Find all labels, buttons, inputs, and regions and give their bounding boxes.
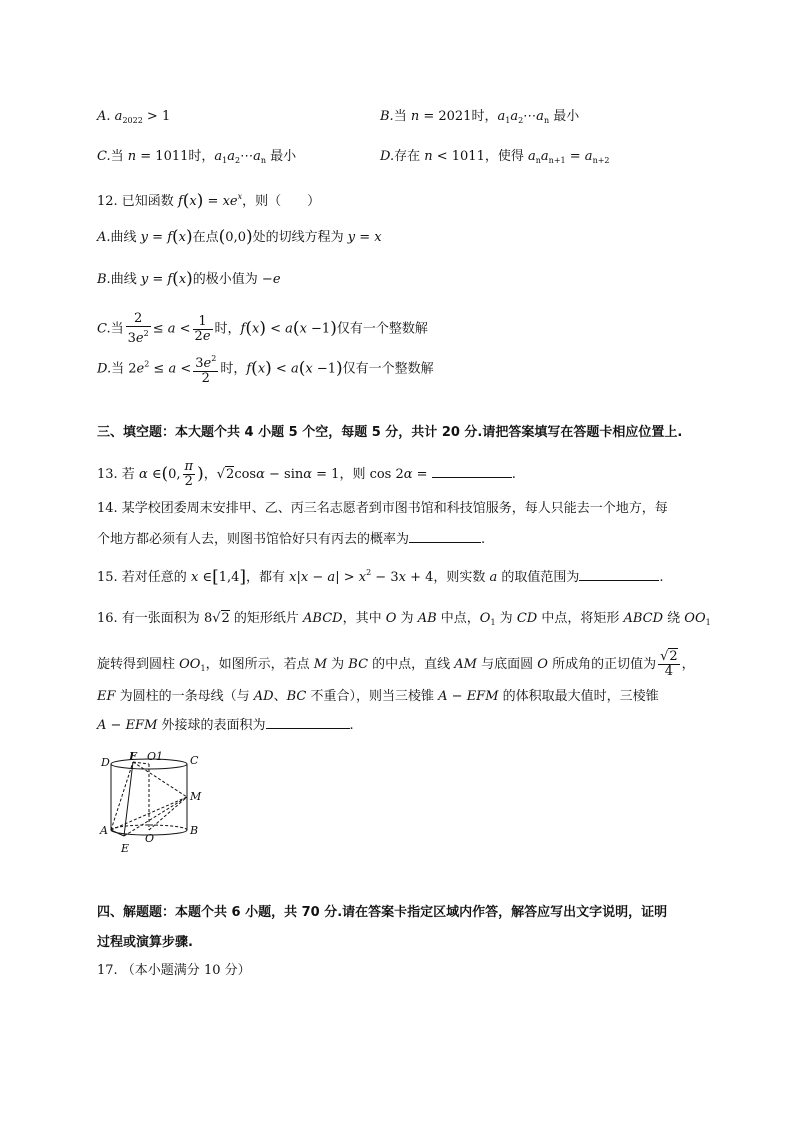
label-m: M bbox=[190, 790, 202, 803]
q16-line-3: EF 为圆柱的一条母线（与 AD、BC 不重合），则当三棱锥 A − EFM 的体积取最大值时，三棱锥 bbox=[97, 689, 659, 704]
q12-option-c: C.当 $\frac{2}{3e^2}$ ≤ a < $\frac{1}{2e}$ 时，f(x) < a(x −1)仅有一个整数解 bbox=[97, 311, 428, 346]
label-d: D bbox=[101, 756, 110, 769]
label-c: C bbox=[190, 754, 199, 767]
label-o1: O1 bbox=[147, 750, 164, 763]
q14-line-1: 14. 某学校团委周末安排甲、乙、丙三名志愿者到市图书馆和科技馆服务，每人只能去一个地方，每 bbox=[97, 501, 668, 516]
label-f: F bbox=[129, 750, 137, 763]
label-b: B bbox=[190, 824, 199, 837]
section-4-heading-line-1: 四、解题题：本题个共 6 小题，共 70 分.请在答案卡指定区域内作答，解答应写出文字说明，证明 bbox=[97, 905, 668, 920]
q17: 17. （本小题满分 10 分） bbox=[97, 963, 251, 978]
label-e: E bbox=[121, 842, 130, 855]
q14-line-2: 个地方都必须有人去，则图书馆恰好只有丙去的概率为 . bbox=[97, 532, 486, 547]
q11-option-d: D.存在 n < 1011，使得 $a_na_{n+1} = a_{n+2}$ bbox=[380, 149, 610, 165]
q11-option-b: B.当 n = 2021时，$a_1a_2\cdots a_n$ 最小 bbox=[380, 109, 580, 125]
label-o: O bbox=[145, 832, 155, 845]
q12-stem: 12. 已知函数 $f(x) = xe^x$，则（ ） bbox=[97, 191, 321, 211]
q16-line-1: 16. 有一张面积为 8√2 的矩形纸片 ABCD，其中 O 为 AB 中点，$O_1$ 为 CD 中点，将矩形 ABCD 绕 $OO_1$ bbox=[97, 611, 711, 627]
q12-option-a: A.曲线 y = f(x)在点(0,0)处的切线方程为 y = x bbox=[97, 227, 382, 247]
cylinder-figure bbox=[97, 750, 207, 862]
q11-option-a: A. $a_{2022} > 1$ bbox=[97, 109, 171, 125]
label-a: A bbox=[100, 824, 108, 837]
q16-line-2: 旋转得到圆柱 $OO_1$，如图所示，若点 M 为 BC 的中点，直线 AM 与底面圆 O 所成角的正切值为 $\frac{√2}{4}$ ， bbox=[97, 649, 695, 679]
q15: 15. 若对任意的 x ∈[1,4]，都有 $x|x - a| > x^2 - 3x + 4$，则实数 a 的取值范围为 . bbox=[97, 567, 664, 587]
section-4-heading-line-2: 过程或演算步骤. bbox=[97, 935, 193, 950]
section-3-heading: 三、填空题：本大题个共 4 小题 5 个空，每题 5 分，共计 20 分.请把答案填写在答题卡相应位置上. bbox=[97, 425, 683, 440]
q12-option-b: B.曲线 y = f(x)的极小值为 −e bbox=[97, 269, 281, 289]
q13: 13. 若 α ∈(0, $\frac{\pi}{2}$ )，√2cosα − sinα = 1，则 cos 2α = . bbox=[97, 459, 516, 489]
q16-line-4: A − EFM 外接球的表面积为 . bbox=[97, 718, 354, 733]
q11-option-c: C.当 n = 1011时，$a_1a_2\cdots a_n$ 最小 bbox=[97, 149, 297, 165]
q12-option-d: D.当 $2e^2 \le a$ < $\frac{3e^2}{2}$ 时，f(x) < a(x −1)仅有一个整数解 bbox=[97, 354, 434, 386]
